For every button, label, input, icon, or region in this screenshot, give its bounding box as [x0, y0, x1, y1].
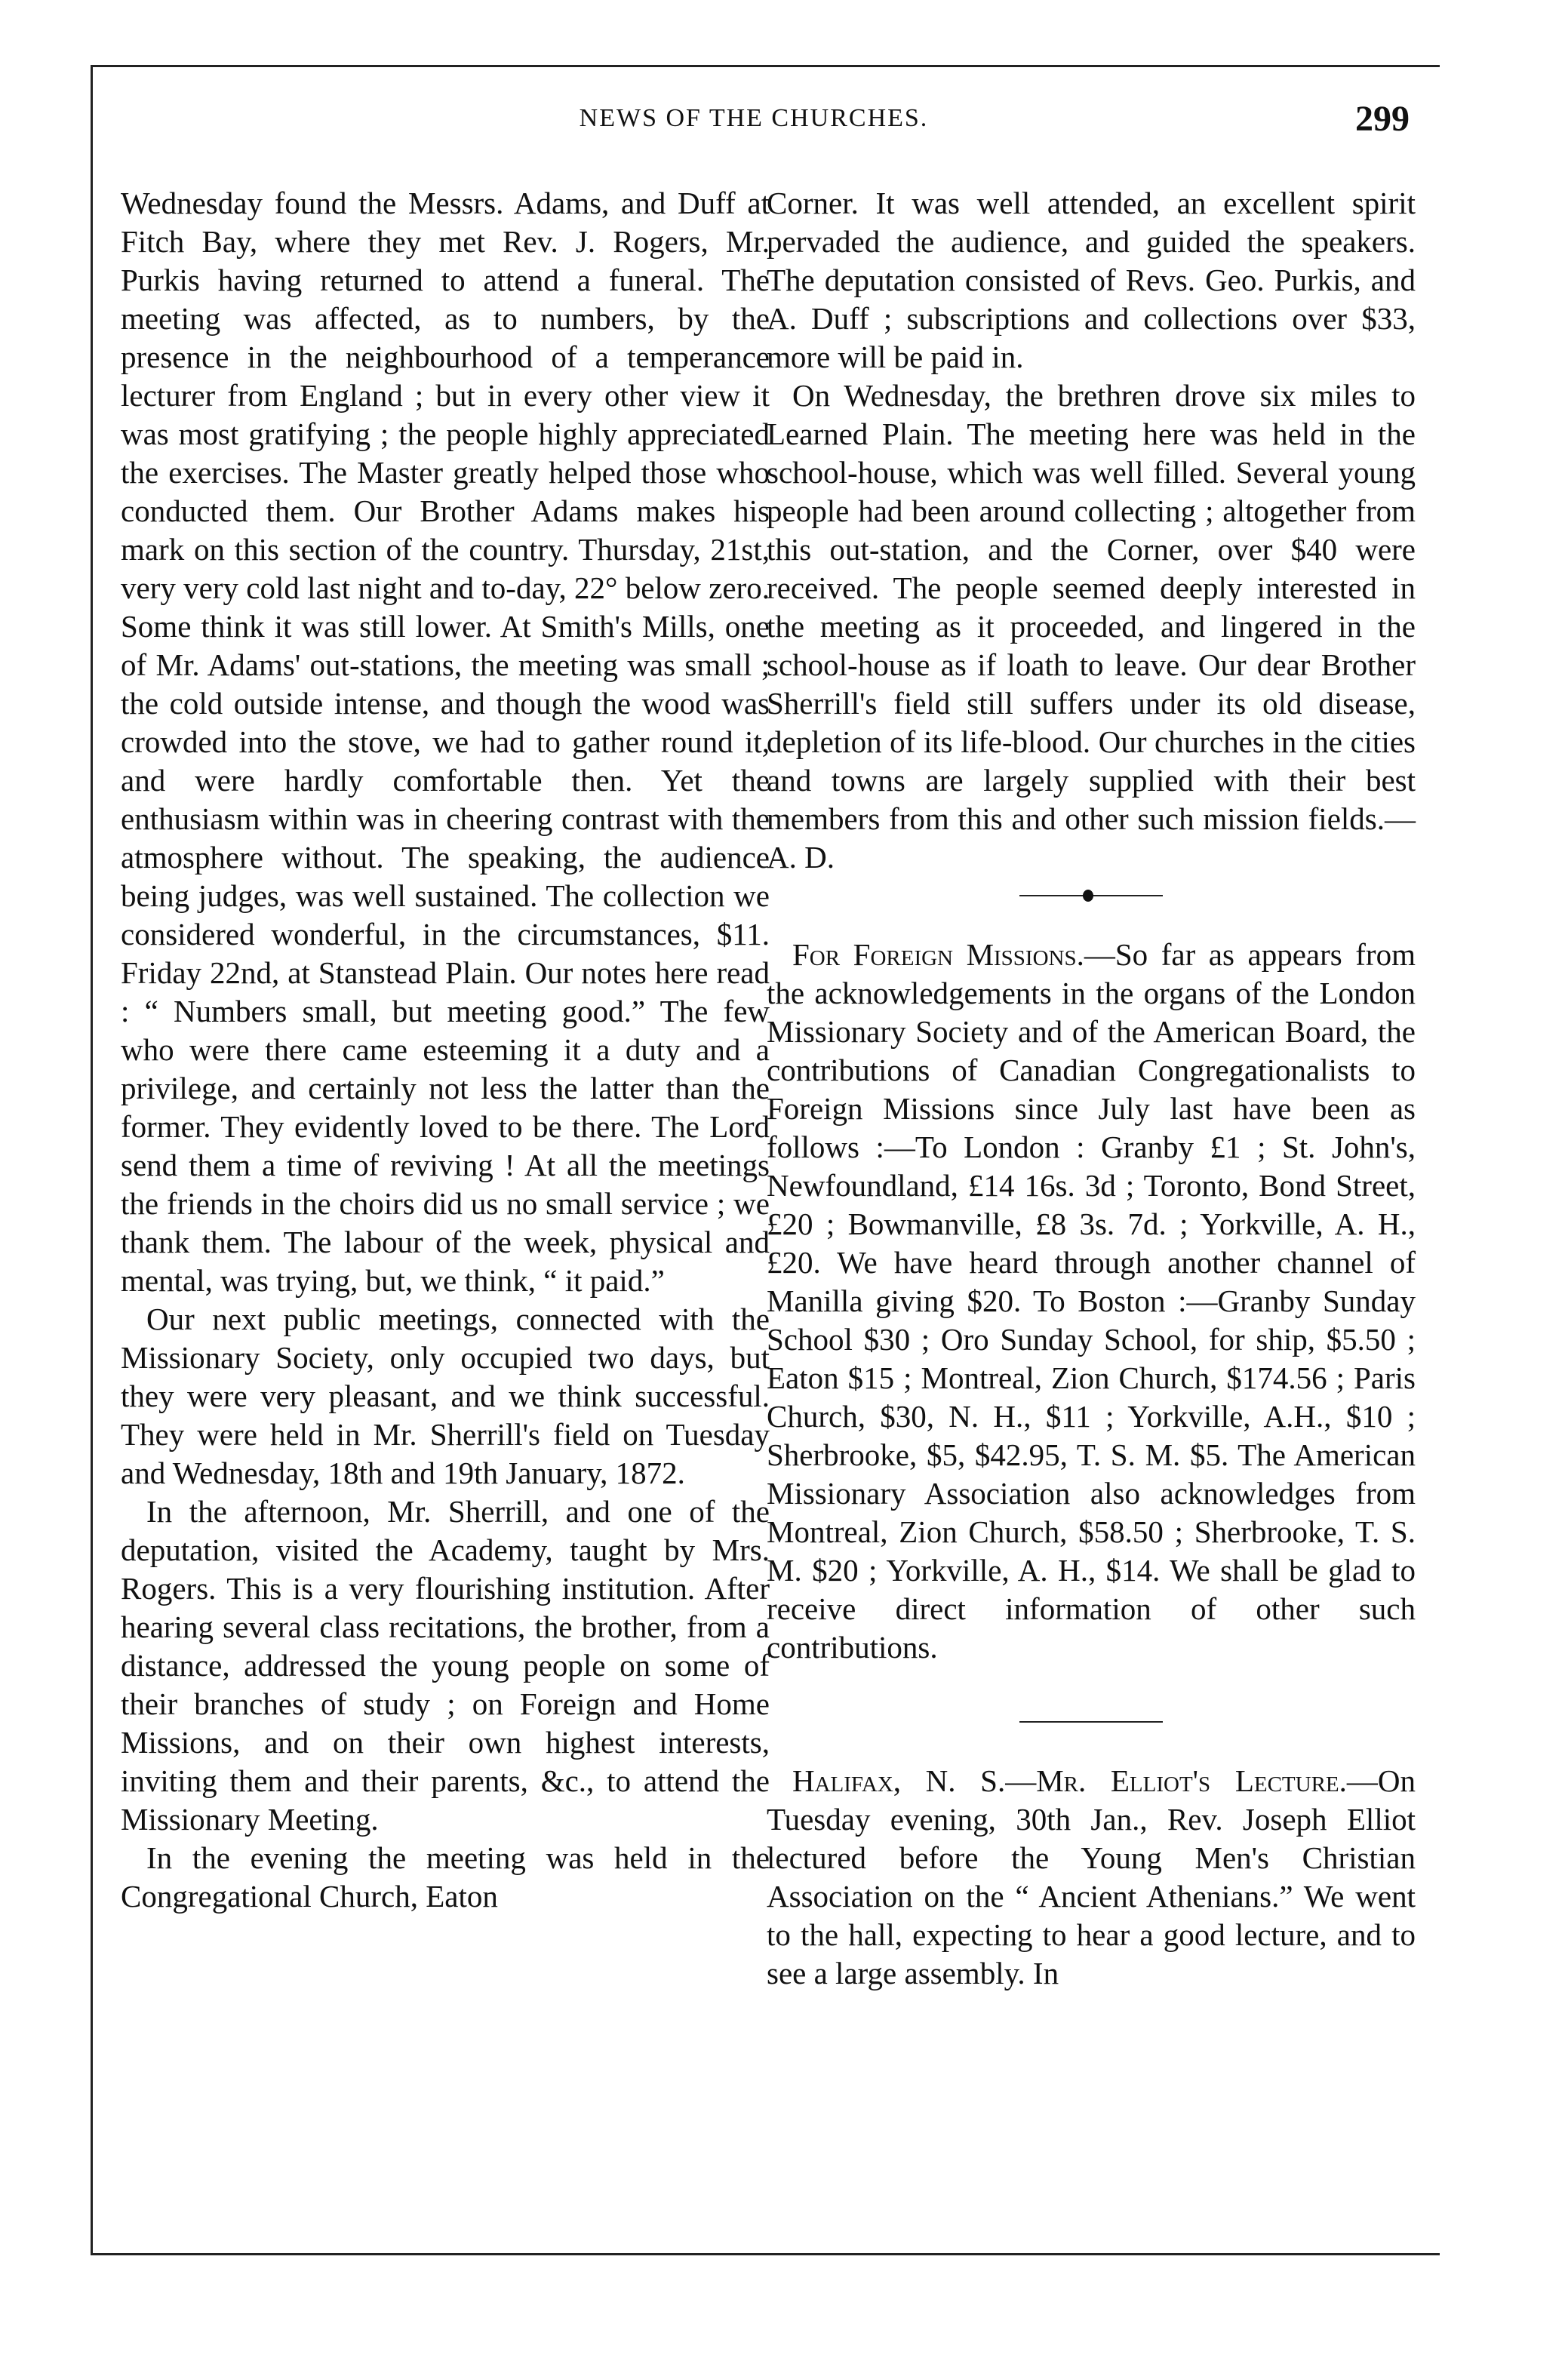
left-paragraph-1: Wednesday found the Messrs. Adams, and Duff at Fitch Bay, where they met Rev. J. Rogers, Mr. Purkis having returned to attend a funeral. The meeting was affected, as to numbers, by the presence in the neighbourhood of a temperance lecturer from England ; but in every other view it was most gratifying ; the people highly appreciated the exercises. The Master greatly helped those who conducted them. Our Brother Adams makes his mark on this section of the country. Thursday, 21st, very very cold last night and to-day, 22° below zero. Some think it was still lower. At Smith's Mills, one of Mr. Adams' out-stations, the meeting was small ; the cold outside intense, and though the wood was crowded into the stove, we had to gather round it, and were hardly comfortable then. Yet the enthusiasm within was in cheering contrast with the atmosphere without. The speaking, the audience being judges, was well sustained. The collection we considered wonderful, in the circumstances, $11. Friday 22nd, at Stanstead Plain. Our notes here read : “ Numbers small, but meeting good.” The few who were there came esteeming it a duty and a privilege, and certainly not less the latter than the former. They evidently loved to be there. The Lord send them a time of reviving ! At all the meetings the friends in the choirs did us no small service ; we thank them. The labour of the week, physical and mental, was trying, but, we think, “ it paid.” [121, 186, 770, 1298]
foreign-missions-heading: For Foreign Missions. [792, 937, 1084, 972]
left-paragraph-3: In the afternoon, Mr. Sherrill, and one of the deputation, visited the Academy, taught by Mrs. Rogers. This is a very flourishing institution. After hearing several class recitations, the brother, from a distance, addressed the young people on some of their branches of study ; on Foreign and Home Missions, and on their own highest interests, inviting them and their parents, &c., to attend the Missionary Meeting. [121, 1494, 770, 1837]
halifax-heading: Halifax, N. S.—Mr. Elliot's Lecture. [792, 1763, 1347, 1798]
right-paragraph-2: On Wednesday, the brethren drove six miles to Learned Plain. The meeting here was held in the school-house, which was well filled. Several young people had been around collecting ; altogether from this out-station, and the Corner, over $40 were received. The people seemed deeply interested in the meeting as it proceeded, and lingered in the school-house as if loath to leave. Our dear Brother Sherrill's field still suffers under its old disease, depletion of its life-blood. Our churches in the cities and towns are largely supplied with their best members from this and other such mission fields.—A. D. [767, 378, 1416, 875]
left-paragraph-4: In the evening the meeting was held in the Congregational Church, Eaton [121, 1840, 770, 1914]
left-column [121, 184, 770, 1916]
left-paragraph-2: Our next public meetings, connected with the Missionary Society, only occupied two days, but they were very pleasant, and we think successful. They were held in Mr. Sherrill's field on Tuesday and Wednesday, 18th and 19th January, 1872. [121, 1302, 770, 1490]
page-number: 299 [1355, 99, 1410, 139]
foreign-missions-paragraph [767, 936, 1416, 1667]
halifax-text: —On Tuesday evening, 30th Jan., Rev. Joseph Elliot lectured before the Young Men's Christian Association on the “ Ancient Athenians.” We went to the hall, expecting to hear a good lecture, and to see a large assembly. In [767, 1763, 1416, 1990]
right-paragraph-1: Corner. It was well attended, an excellent spirit pervaded the audience, and guided the speakers. The deputation consisted of Revs. Geo. Purkis, and A. Duff ; subscriptions and collections over $33, more will be paid in. [767, 186, 1416, 374]
running-title: NEWS OF THE CHURCHES. [579, 104, 929, 132]
spacer [767, 1742, 1416, 1762]
left-border-rule [91, 65, 93, 2253]
section-divider [1019, 1721, 1163, 1723]
halifax-paragraph [767, 1762, 1416, 1993]
section-divider [1019, 895, 1163, 896]
foreign-missions-text: —So far as appears from the acknowledgements in the organs of the London Missionary Society and of the American Board, the contributions of Canadian Congregationalists to Foreign Missions since July last have been as follows :—To London : Granby £1 ; St. John's, Newfoundland, £14 16s. 3d ; Toronto, Bond Street, £20 ; Bowmanville, £8 3s. 7d. ; Yorkville, A. H., £20. We have heard through another channel of Manilla giving $20. To Boston :—Granby Sunday School $30 ; Oro Sunday School, for ship, $5.50 ; Eaton $15 ; Montreal, Zion Church, $174.56 ; Paris Church, $30, N. H., $11 ; Yorkville, A.H., $10 ; Sherbrooke, $5, $42.95, T. S. M. $5. The American Missionary Association also acknowledges from Montreal, Zion Church, $58.50 ; Sherbrooke, T. S. M. $20 ; Yorkville, A. H., $14. We shall be glad to receive direct information of other such contributions. [767, 937, 1416, 1665]
running-header [98, 98, 1410, 151]
spacer [767, 1667, 1416, 1703]
right-column [767, 184, 1416, 1993]
top-border-rule [91, 65, 1440, 67]
spacer [767, 916, 1416, 936]
bottom-border-rule [91, 2253, 1440, 2255]
